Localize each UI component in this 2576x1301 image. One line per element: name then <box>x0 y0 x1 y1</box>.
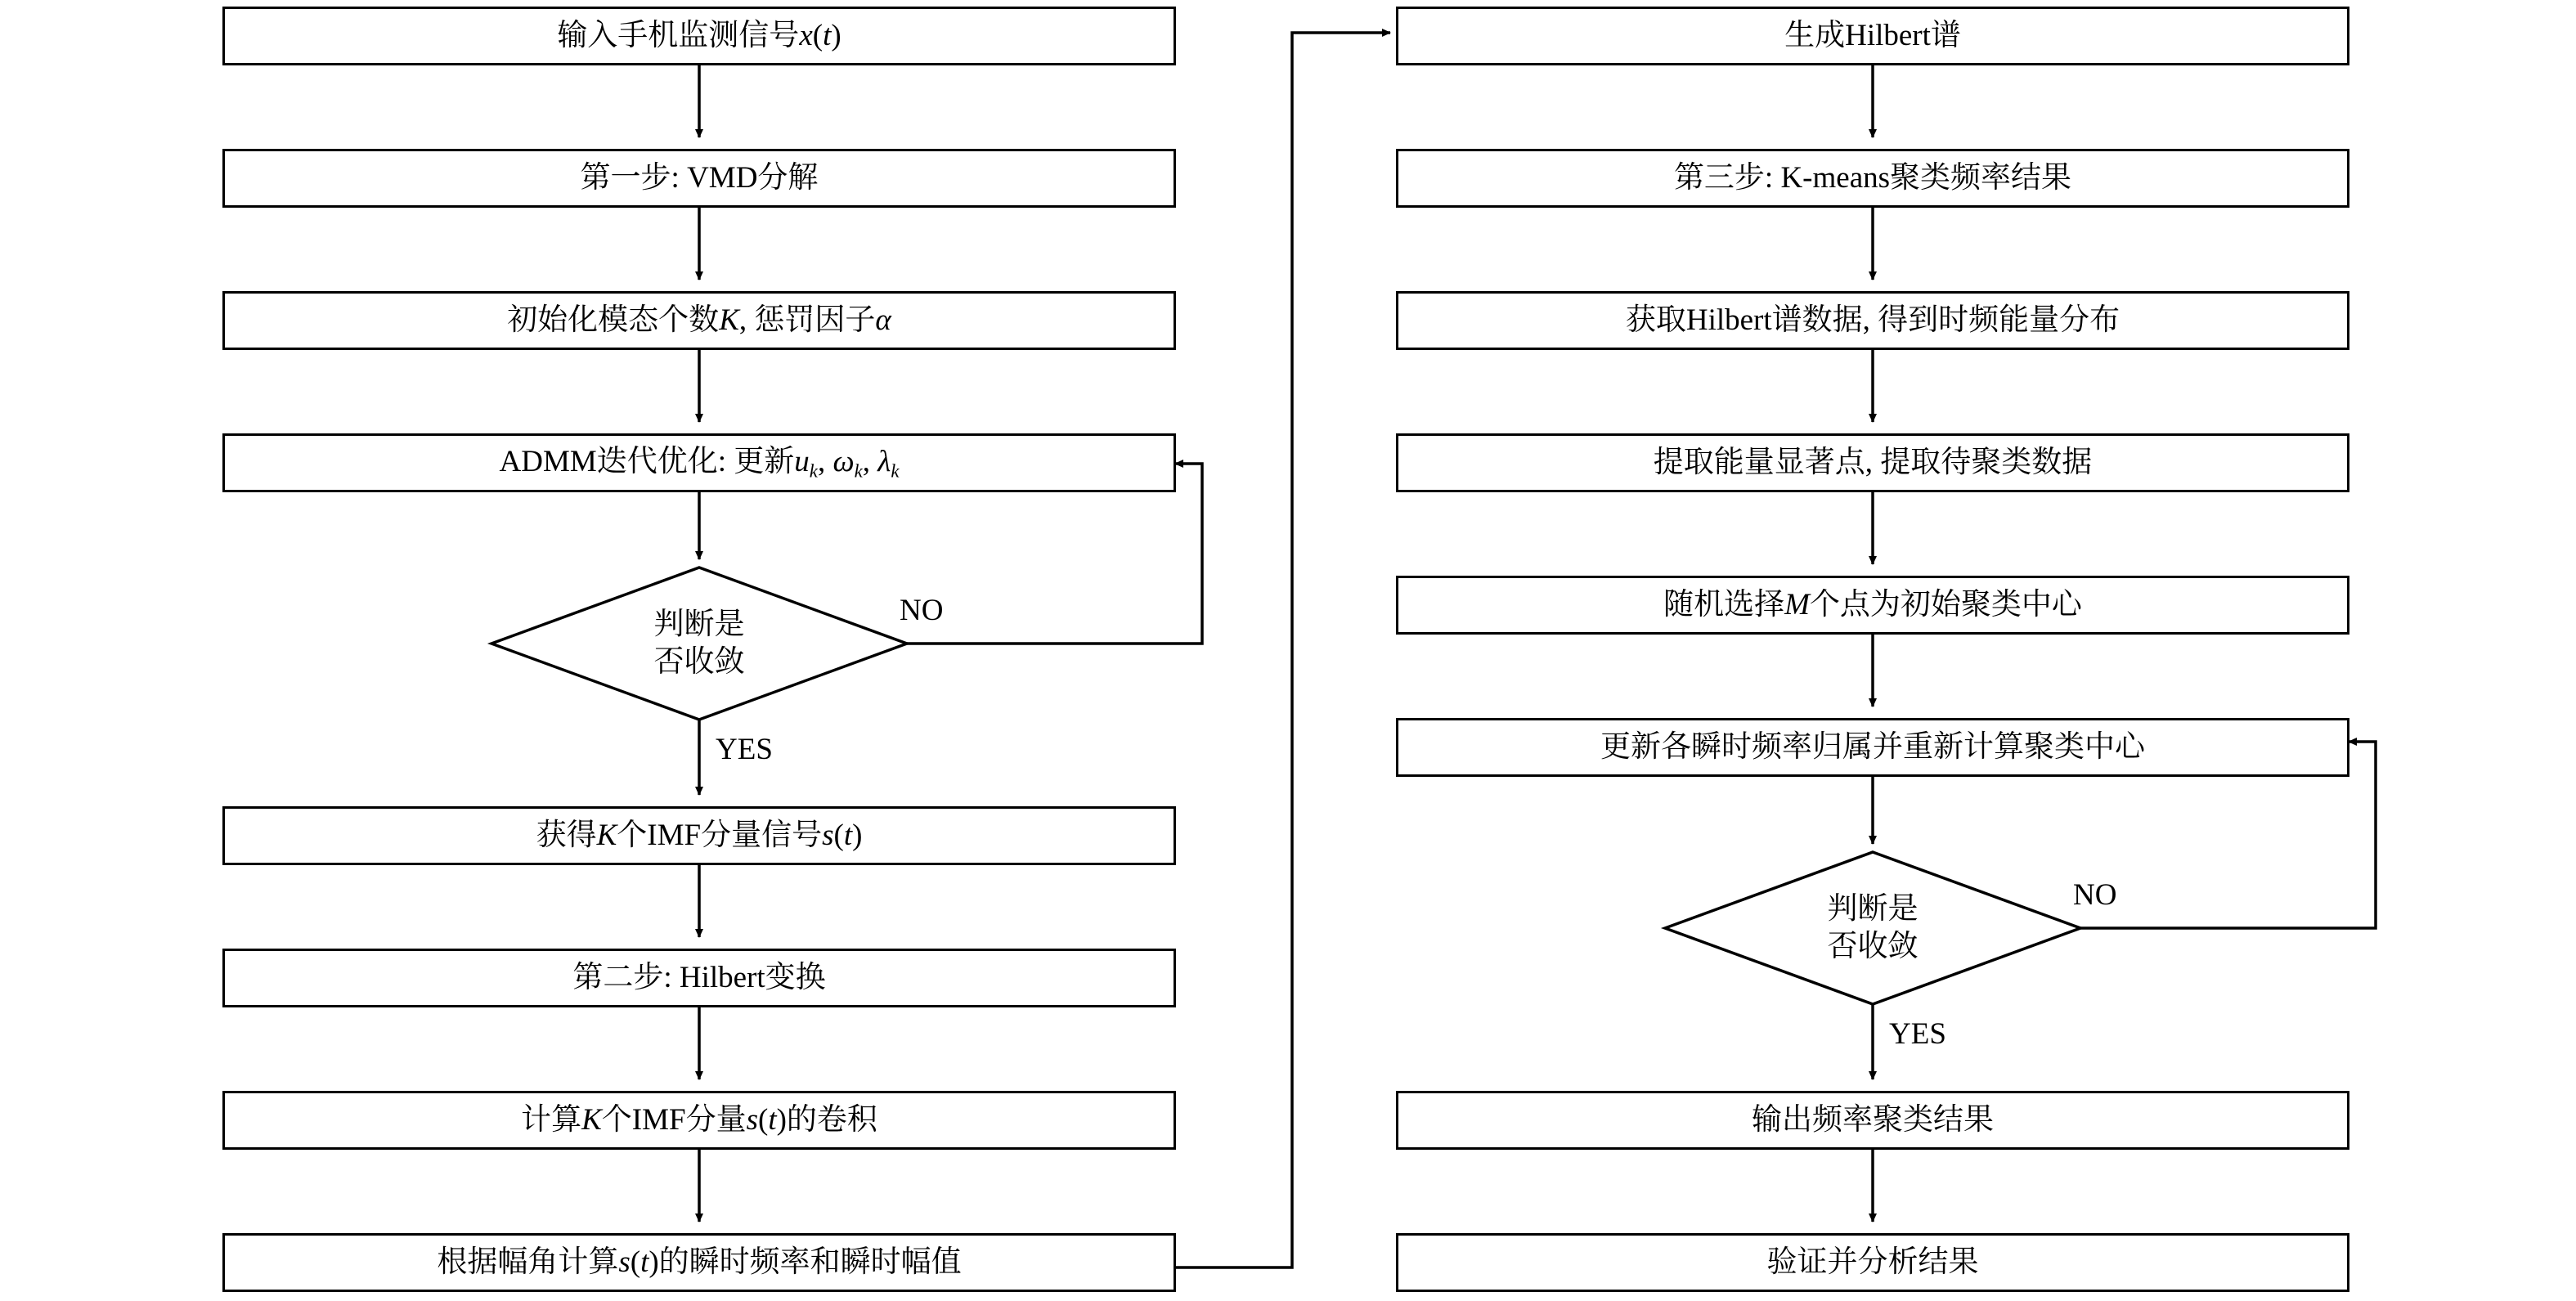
node-label: 初始化模态个数K, 惩罚因子α <box>507 303 891 337</box>
node-label: 获得K个IMF分量信号s(t) <box>536 818 863 852</box>
node-verify-analyze[interactable] <box>1396 1233 2349 1292</box>
node-label: 提取能量显著点, 提取待聚类数据 <box>1653 445 2093 479</box>
node-label: 验证并分析结果 <box>1766 1245 1979 1279</box>
edge-label-yes-left: YES <box>716 733 773 766</box>
node-input-signal[interactable] <box>222 7 1176 65</box>
node-label: 第二步: Hilbert变换 <box>572 960 826 994</box>
node-select-centers[interactable] <box>1396 576 2349 635</box>
edge-label-no-right: NO <box>2073 878 2117 912</box>
node-label: 判断是 否收敛 <box>653 607 745 679</box>
node-decision-converge-left[interactable] <box>488 564 910 723</box>
node-get-imf[interactable] <box>222 806 1176 865</box>
node-output-cluster-result[interactable] <box>1396 1091 2349 1150</box>
edge-label-no-left: NO <box>900 594 944 627</box>
node-label: 随机选择M个点为初始聚类中心 <box>1663 587 2082 621</box>
node-generate-hilbert-spectrum[interactable] <box>1396 7 2349 65</box>
node-label: 输入手机监测信号x(t) <box>557 18 841 52</box>
node-label: 获取Hilbert谱数据, 得到时频能量分布 <box>1625 303 2120 337</box>
node-update-clusters[interactable] <box>1396 718 2349 777</box>
node-compute-convolution[interactable] <box>222 1091 1176 1150</box>
node-get-spectrum-data[interactable] <box>1396 291 2349 350</box>
node-step3-kmeans[interactable] <box>1396 149 2349 208</box>
node-init-params[interactable] <box>222 291 1176 350</box>
node-instant-freq-amp[interactable] <box>222 1233 1176 1292</box>
node-label: 计算K个IMF分量s(t)的卷积 <box>521 1102 877 1137</box>
node-label: 第一步: VMD分解 <box>580 160 819 195</box>
node-label: 输出频率聚类结果 <box>1752 1102 1994 1137</box>
node-extract-energy-points[interactable] <box>1396 433 2349 492</box>
edge-label-yes-right: YES <box>1889 1017 1946 1051</box>
node-label: 更新各瞬时频率归属并重新计算聚类中心 <box>1600 729 2145 764</box>
node-label: 第三步: K-means聚类频率结果 <box>1673 160 2072 195</box>
node-decision-converge-right[interactable] <box>1662 849 2084 1007</box>
node-label: ADMM迭代优化: 更新$u_k$, $\omega_k$, $\lambda_k$ <box>499 444 900 481</box>
node-admm-update[interactable] <box>222 433 1176 492</box>
node-step1-vmd[interactable] <box>222 149 1176 208</box>
node-step2-hilbert[interactable] <box>222 949 1176 1007</box>
node-label: 判断是 否收敛 <box>1827 891 1919 963</box>
node-label: 生成Hilbert谱 <box>1784 18 1961 52</box>
node-label: 根据幅角计算s(t)的瞬时频率和瞬时幅值 <box>437 1245 962 1279</box>
